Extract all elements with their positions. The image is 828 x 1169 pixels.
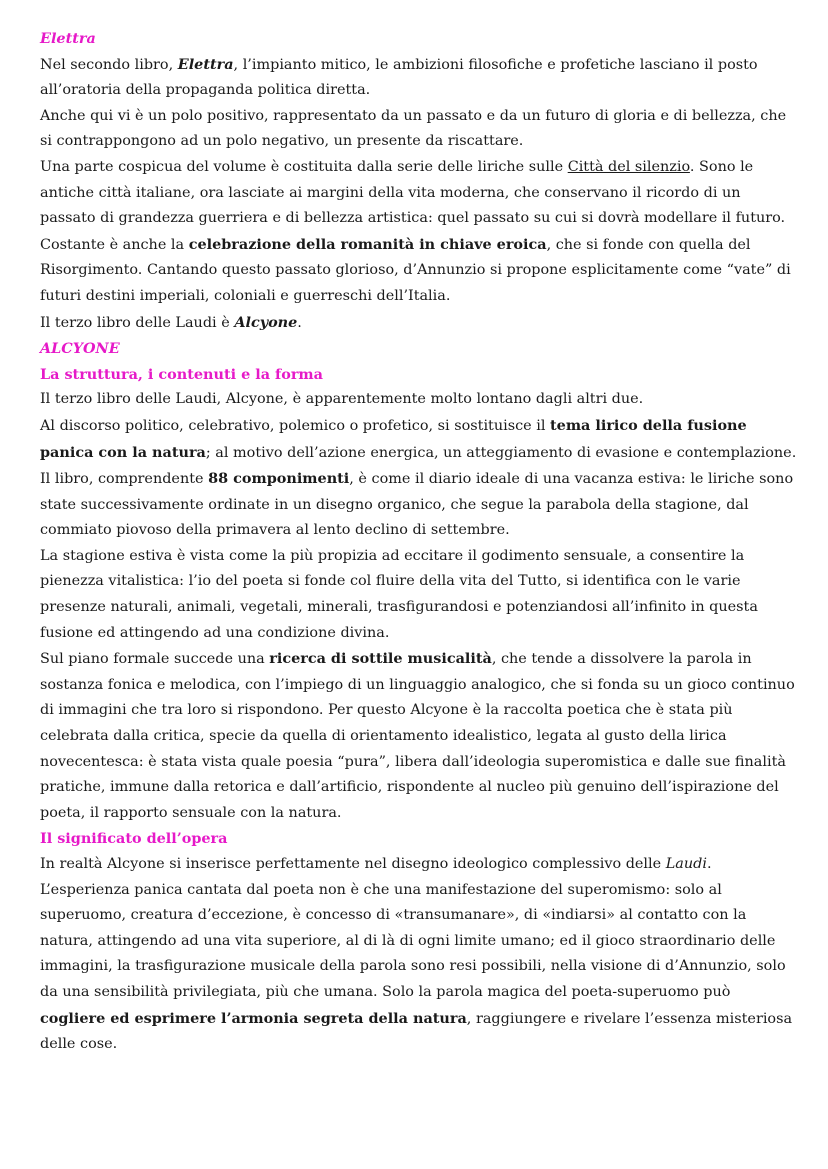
underlined-title: Città del silenzio	[567, 158, 690, 175]
bold-phrase: 88 componimenti	[208, 470, 350, 488]
paragraph: In realtà Alcyone si inserisce perfettamente nel disegno ideologico complessivo delle Laudi. L’esperienza panica cantata dal poeta non è che una manifestazione del superomismo: solo al superuomo, creatura d’eccezione, è concesso di «transumanare», di «indiarsi» al contatto con la natura, attingendo ad una vita superiore, al di là di ogni limite umano; ed il gioco straordinario delle immagini, la trasfigurazione musicale della parola sono resi possibili, nella visione di d’Annunzio, solo da una sensibilità privilegiata, più che umana. Solo la parola magica del poeta-superuomo può cogliere ed esprimere l’armonia segreta della natura, raggiungere e rivelare l’essenza misteriosa delle cose.	[40, 856, 793, 1053]
paragraph: Anche qui vi è un polo positivo, rappresentato da un passato e da un futuro di gloria e di bellezza, che si contrappongono ad un polo negativo, un presente da riscattare.	[40, 107, 787, 150]
subheading-meaning: Il significato dell’opera	[40, 830, 228, 848]
paragraph: Il terzo libro delle Laudi, Alcyone, è apparentemente molto lontano dagli altri due.	[40, 391, 644, 408]
paragraph: Il terzo libro delle Laudi è Alcyone.	[40, 313, 302, 331]
paragraph: Al discorso politico, celebrativo, polemico o profetico, si sostituisce il tema lirico della fusione panica con la natura; al motivo dell’azione energica, un atteggiamento di evasione e contemplazione.	[40, 416, 797, 461]
bold-phrase: ricerca di sottile musicalità	[269, 650, 492, 668]
bold-phrase: tema lirico della fusione panica con la natura	[40, 416, 747, 461]
title-emphasis: Laudi	[665, 856, 707, 872]
paragraph: Sul piano formale succede una ricerca di sottile musicalità, che tende a dissolvere la parola in sostanza fonica e melodica, con l’impiego di un linguaggio analogico, che si fonda su un gioco continuo di immagini che tra loro si rispondono. Per questo Alcyone è la raccolta poetica che è stata più celebrata dalla critica, specie da quella di orientamento idealistico, legata al gusto della lirica novecentesca: è stata vista quale poesia “pura”, libera dall’ideologia superomistica e dalle sue finalità pratiche, immune dalla retorica e dall’artificio, rispondente al nucleo più genuino dell’ispirazione del poeta, il rapporto sensuale con la natura.	[40, 650, 795, 821]
title-emphasis: Elettra	[177, 55, 234, 73]
title-emphasis: Alcyone	[234, 313, 298, 331]
bold-phrase: cogliere ed esprimere l’armonia segreta della natura	[40, 1009, 467, 1027]
document-page	[40, 26, 800, 1058]
paragraph: Costante è anche la celebrazione della romanità in chiave eroica, che si fonde con quella del Risorgimento. Cantando questo passato glorioso, d’Annunzio si propone esplicitamente come “vate” di futuri destini imperiali, coloniali e guerreschi dell’Italia.	[40, 235, 791, 304]
paragraph: Nel secondo libro, Elettra, l’impianto mitico, le ambizioni filosofiche e profetiche lasciano il posto all’oratoria della propaganda politica diretta.	[40, 55, 758, 99]
paragraph: La stagione estiva è vista come la più propizia ad eccitare il godimento sensuale, a consentire la pienezza vitalistica: l’io del poeta si fonde col fluire della vita del Tutto, si identifica con le varie presenze naturali, animali, vegetali, minerali, trasfigurandosi e potenziandosi all’infinito in questa fusione ed attingendo ad una condizione divina.	[40, 547, 758, 641]
bold-phrase: celebrazione della romanità in chiave eroica	[188, 235, 547, 253]
paragraph: Una parte cospicua del volume è costituita dalla serie delle liriche sulle Città del silenzio. Sono le antiche città italiane, ora lasciate ai margini della vita moderna, che conservano il ricordo di un passato di grandezza guerriera e di bellezza artistica: quel passato su cui si dovrà modellare il futuro.	[40, 158, 786, 227]
subheading-structure: La struttura, i contenuti e la forma	[40, 365, 323, 383]
section-heading-elettra: Elettra	[40, 30, 96, 47]
paragraph: Il libro, comprendente 88 componimenti, è come il diario ideale di una vacanza estiva: le liriche sono state successivamente ordinate in un disegno organico, che segue la parabola della stagione, dal commiato piovoso della primavera al lento declino di settembre.	[40, 470, 794, 539]
section-heading-alcyone: ALCYONE	[40, 340, 120, 358]
